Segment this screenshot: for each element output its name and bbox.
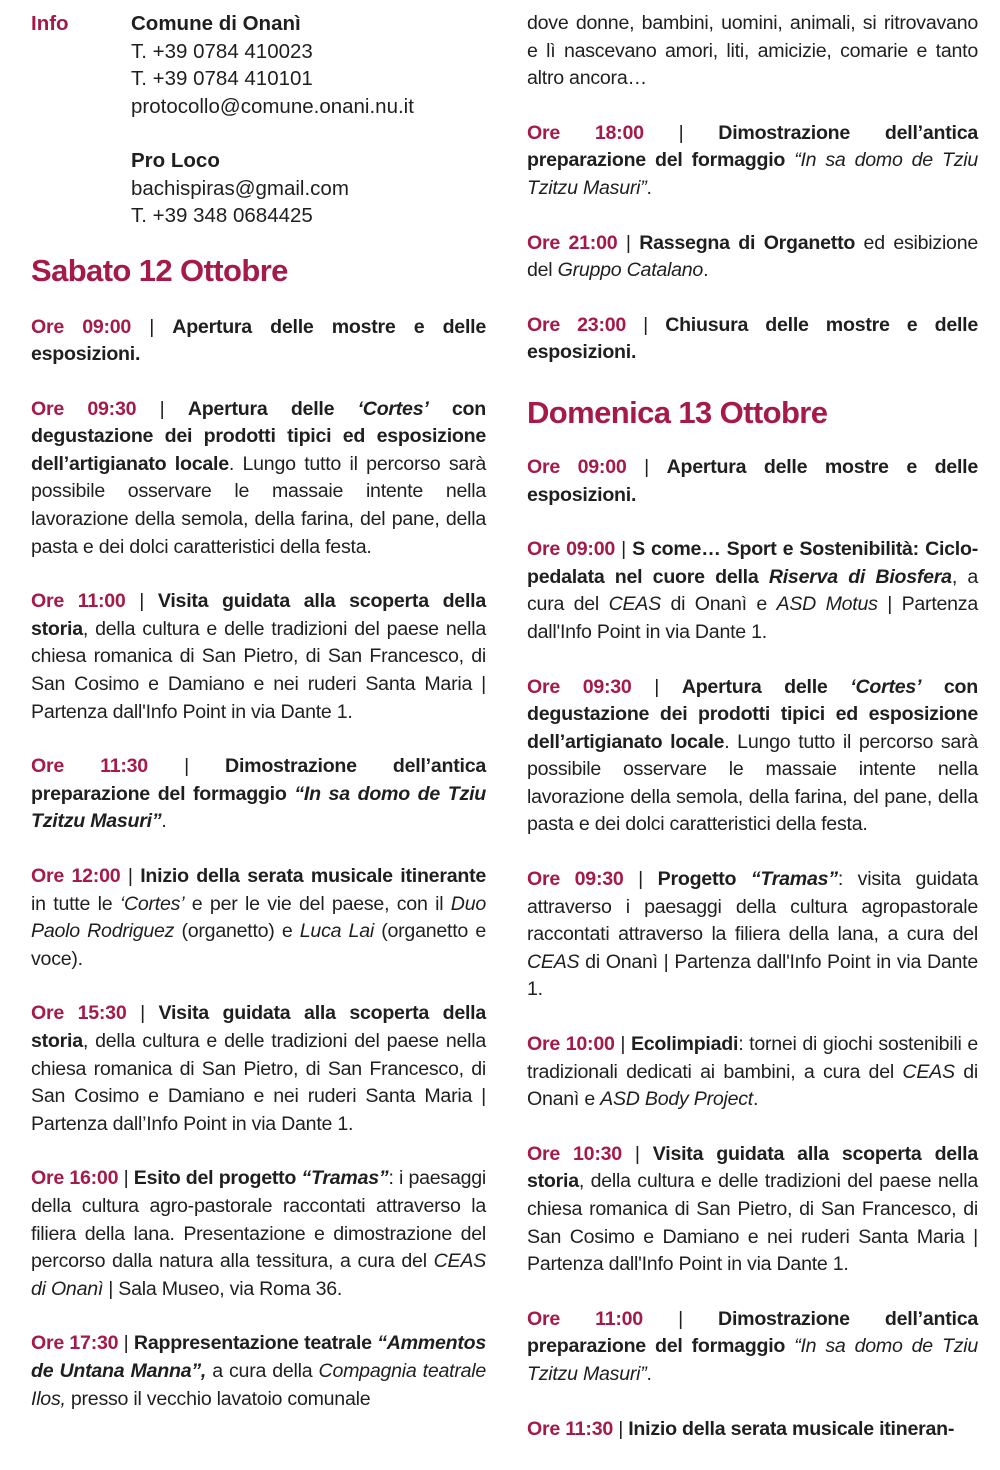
event-item: Ore 11:00 | Visita guidata alla scoperta della storia, della cultura e delle tradizioni del paese nella chiesa romanica di San Pietro, di San Francesco, di San Cosimo e Damiano e nei ruderi Santa Maria | Partenza dall'Info Point in via Dante 1. bbox=[31, 590, 486, 723]
event-item: Ore 21:00 | Rassegna di Organetto ed esibizione del Gruppo Catalano. bbox=[527, 231, 978, 282]
proloco-phone: T. +39 348 0684425 bbox=[131, 204, 313, 227]
event-continuation: dove donne, bambini, uomini, animali, si ritrovavano e lì nascevano amori, liti, amicizie, comarie e tanto altro ancora… bbox=[527, 12, 978, 90]
sunday-heading: Domenica 13 Ottobre bbox=[527, 394, 828, 430]
comune-phone-1: T. +39 0784 410023 bbox=[131, 39, 313, 63]
proloco-name: Pro Loco bbox=[131, 149, 220, 172]
event-item: Ore 17:30 | Rappresentazione teatrale “Ammentos de Untana Manna”, a cura della Compagnia teatrale Ilos, presso il vecchio lavatoio comunale bbox=[31, 1332, 486, 1410]
event-item: Ore 10:30 | Visita guidata alla scoperta della storia, della cultura e delle tradizioni del paese nella chiesa romanica di San Pietro, di San Francesco, di San Cosimo e Damiano e nei ruderi Santa Maria | Partenza dall'Info Point in via Dante 1. bbox=[527, 1142, 978, 1276]
event-item: Ore 11:30 | Dimostrazione dell’antica preparazione del formaggio “In sa domo de Tziu Tzitzu Masuri”. bbox=[31, 755, 487, 833]
event-item: Ore 09:30 | Progetto “Tramas”: visita guidata attraverso i paesaggi della cultura agropastorale raccontati attraverso la filiera della lana, a cura del CEAS di Onanì | Partenza dall'Info Point in via Dante 1. bbox=[527, 868, 978, 1001]
event-item: Ore 12:00 | Inizio della serata musicale itinerante in tutte le ‘Cortes’ e per le vie del paese, con il Duo Paolo Rodriguez (organetto) e Luca Lai (organetto e voce). bbox=[31, 865, 486, 970]
event-item: Ore 18:00 | Dimostrazione dell’antica preparazione del formaggio “In sa domo de Tziu Tzitzu Masuri”. bbox=[527, 121, 978, 199]
info-section bbox=[31, 10, 486, 230]
proloco-email: bachispiras@gmail.com bbox=[131, 176, 349, 200]
comune-email: protocollo@comune.onani.nu.it bbox=[131, 94, 414, 118]
event-item: Ore 23:00 | Chiusura delle mostre e delle esposizioni. bbox=[527, 313, 978, 364]
left-column bbox=[31, 0, 486, 1440]
event-item: Ore 09:30 | Apertura delle ‘Cortes’ con degustazione dei prodotti tipici ed esposizione dell’artigianato locale. Lungo tutto il percorso sarà possibile osservare le massaie intente nella lavorazione della semola, della farina, del pane, della pasta e dei dolci caratteristici della festa. bbox=[527, 675, 978, 836]
event-item: Ore 09:30 | Apertura delle ‘Cortes’ con degustazione dei prodotti tipici ed esposizione dell’artigianato locale. Lungo tutto il percorso sarà possibile osservare le massaie intente nella lavorazione della semola, della farina, del pane, della pasta e dei dolci caratteristici della festa. bbox=[31, 397, 486, 558]
event-item: Ore 09:00 | S come… Sport e Sostenibilità: Ciclo-pedalata nel cuore della Riserva di Biosfera, a cura del CEAS di Onanì e ASD Motus | Partenza dall'Info Point in via Dante 1. bbox=[527, 538, 979, 643]
contacts bbox=[131, 10, 414, 230]
event-item: Ore 16:00 | Esito del progetto “Tramas”: i paesaggi della cultura agro-pastorale raccontati attraverso la filiera della lana. Presentazione e dimostrazione del percorso dalla natura alla tessitura, a cura del CEAS di Onanì | Sala Museo, via Roma 36. bbox=[31, 1167, 486, 1300]
event-item: Ore 11:00 | Dimostrazione dell’antica preparazione del formaggio “In sa domo de Tziu Tzitzu Masuri”. bbox=[527, 1307, 979, 1385]
info-label: Info bbox=[31, 12, 69, 35]
saturday-heading: Sabato 12 Ottobre bbox=[31, 252, 288, 288]
right-column bbox=[527, 0, 978, 1470]
comune-name: Comune di Onanì bbox=[131, 12, 301, 35]
event-item: Ore 11:30 | Inizio della serata musicale itineran- bbox=[527, 1417, 955, 1440]
event-item: Ore 15:30 | Visita guidata alla scoperta della storia, della cultura e delle tradizioni del paese nella chiesa romanica di San Pietro, di San Francesco, di San Cosimo e Damiano e nei ruderi Santa Maria | Partenza dall’Info Point in via Dante 1. bbox=[31, 1002, 486, 1135]
comune-phone-2: T. +39 0784 410101 bbox=[131, 67, 313, 90]
event-item: Ore 09:00 | Apertura delle mostre e delle esposizioni. bbox=[31, 315, 486, 366]
event-item: Ore 10:00 | Ecolimpiadi: tornei di giochi sostenibili e tradizionali dedicati ai bambini, a cura del CEAS di Onanì e ASD Body Project. bbox=[527, 1033, 978, 1111]
event-item: Ore 09:00 | Apertura delle mostre e delle esposizioni. bbox=[527, 455, 978, 506]
